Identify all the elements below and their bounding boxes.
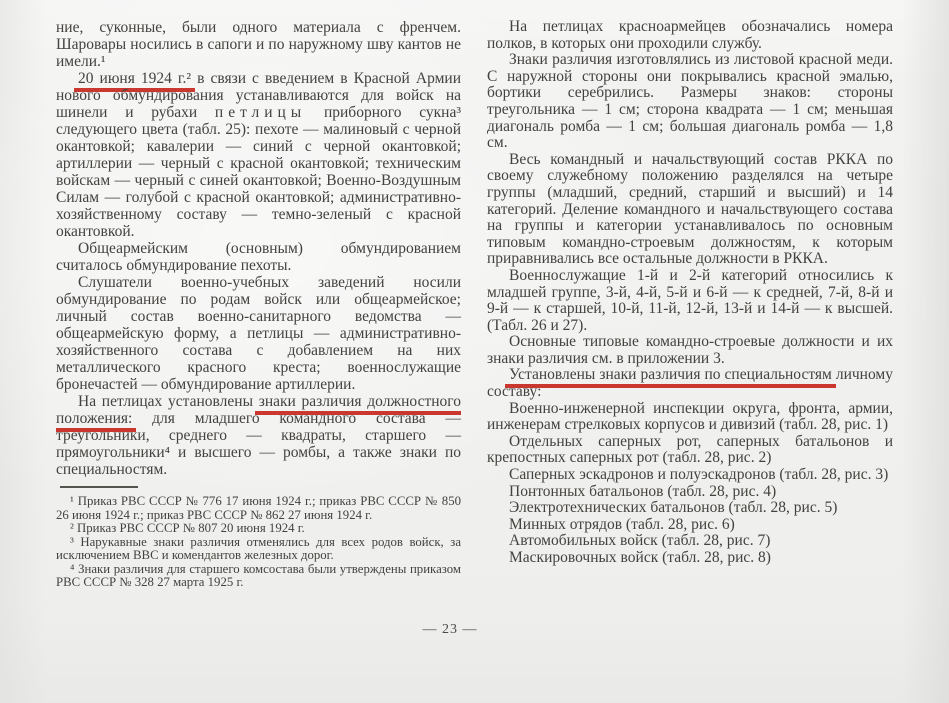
paragraph-right-8: Отдельных саперных рот, саперных батальонов и крепостных саперных рот (табл. 28, рис. 2)	[487, 432, 893, 467]
paragraph-right-12: Минных отрядов (табл. 28, рис. 6)	[509, 515, 735, 533]
paragraph-text: для младшего командного состава — треугольники, среднего — квадраты, старшего — прямоугольники⁴ и высшего — ромбы, а также знаки по специальностям.	[56, 410, 461, 478]
paragraph-right-3: Весь командный и начальствующий состав РККА по своему служебному положению разделялся на четыре группы (младший, средний, старший и высший) и 14 категорий. Деление командного и начальствующего состава на группы и категории устанавливалось по основным типовым командно-строевым должностям, к которым приравнивались все остальные должности в РККА.	[487, 150, 893, 268]
footnote-separator-rule	[60, 486, 138, 488]
paragraph-right-11: Электротехнических батальонов (табл. 28, рис. 5)	[509, 499, 838, 517]
footnote-3: ³ Нарукавные знаки различия отменялись для всех родов войск, за исключением ВВС и комендантов железных дорог.	[56, 534, 461, 562]
paragraph-left-4: Слушатели военно-учебных заведений носили обмундирование по родам войск или общеармейское; личный состав военно-санитарного ведомства — общеармейскую форму, а петлицы — административно-хозяйственного состава с добавлением на них металлического красного креста; военнослужащие бронечастей — обмундирование артиллерии.	[56, 274, 461, 393]
paragraph-right-10: Понтонных батальонов (табл. 28, рис. 4)	[509, 482, 777, 500]
page-number: — 23 —	[422, 622, 478, 637]
paragraph-left-3: Общеармейским (основным) обмундированием считалось обмундирование пехоты.	[56, 240, 461, 274]
paragraph-right-13: Автомобильных войск (табл. 28, рис. 7)	[509, 532, 771, 550]
paragraph-left-2	[56, 70, 461, 240]
footnote-1: ¹ Приказ РВС СССР № 776 17 июня 1924 г.; приказ РВС СССР № 850 26 июня 1924 г.; приказ РВС СССР № 862 27 июня 1924 г.	[56, 494, 461, 522]
paragraph-text: приборного сукна³ следующего цвета (табл. 25): пехоте — малиновый с черной окантовкой; кавалерии — синий с черной окантовкой; артиллерии — черный с красной окантовкой; техническим войскам — черный с синей окантовкой; Военно-Воздушным Силам — голубой с красной окантовкой; административно-хозяйственному составу — темно-зеленый с красной окантовкой.	[56, 104, 461, 240]
paragraph-text: На петлицах установлены	[78, 393, 259, 410]
paragraph-right-6	[487, 367, 893, 400]
paragraph-right-1: На петлицах красноармейцев обозначались номера полков, в которых они проходили службу.	[487, 18, 893, 52]
paragraph-right-9: Саперных эскадронов и полуэскадронов (табл. 28, рис. 3)	[509, 466, 889, 484]
red-underlined-phrase: знаки различия должностного положения:	[56, 393, 461, 432]
paragraph-right-7: Военно-инженерной инспекции округа, фронта, армии, инженерам стрелковых корпусов и дивизий (табл. 28, рис. 1)	[487, 399, 893, 434]
footnote-4: ⁴ Знаки различия для старшего комсостава были утверждены приказом РВС СССР № 328 27 марта 1925 г.	[56, 561, 461, 589]
paragraph-right-14: Маскировочных войск (табл. 28, рис. 8)	[509, 549, 771, 566]
paragraph-left-1: ние, суконные, были одного материала с френчем. Шаровары носились в сапоги и по наружному шву кантов не имели.¹	[56, 19, 461, 70]
paragraph-right-2: Знаки различия изготовлялись из листовой красной меди. С наружной стороны они покрывались красной эмалью, бортики серебрились. Размеры знаков: стороны треугольника — 1 см; сторона квадрата — 1 см; меньшая диагональ ромба — 1 см; большая диагональ ромба — 1,8 см.	[487, 51, 893, 152]
red-underlined-phrase: Установлены знаки различия по специальностям	[505, 366, 836, 388]
left-column	[56, 19, 461, 590]
paragraph-right-4: Военнослужащие 1-й и 2-й категорий относились к младшей группе, 3-й, 4-й, 5-й и 6-й — к средней, 7-й, 8-й и 9-й — к старшей, 10-й, 11-й, 12-й, 13-й и 14-й — к высшей. (Табл. 26 и 27).	[487, 266, 893, 334]
right-column	[487, 19, 893, 567]
paragraph-right-5: Основные типовые командно-строевые должности и их знаки различия см. в приложении 3.	[487, 333, 893, 367]
footnotes-block	[56, 495, 461, 590]
footnote-2: ² Приказ РВС СССР № 807 20 июня 1924 г.	[70, 521, 305, 535]
paragraph-text: личному составу:	[487, 366, 893, 401]
red-underlined-date: 20 июня 1924 г.²	[74, 70, 195, 92]
paragraph-text: в связи с введением в Красной Армии нового обмундирования устанавливаются для войск на шинели и рубахи	[56, 70, 461, 121]
paragraph-left-5	[56, 393, 461, 478]
letterspaced-word: петлицы	[214, 104, 307, 121]
